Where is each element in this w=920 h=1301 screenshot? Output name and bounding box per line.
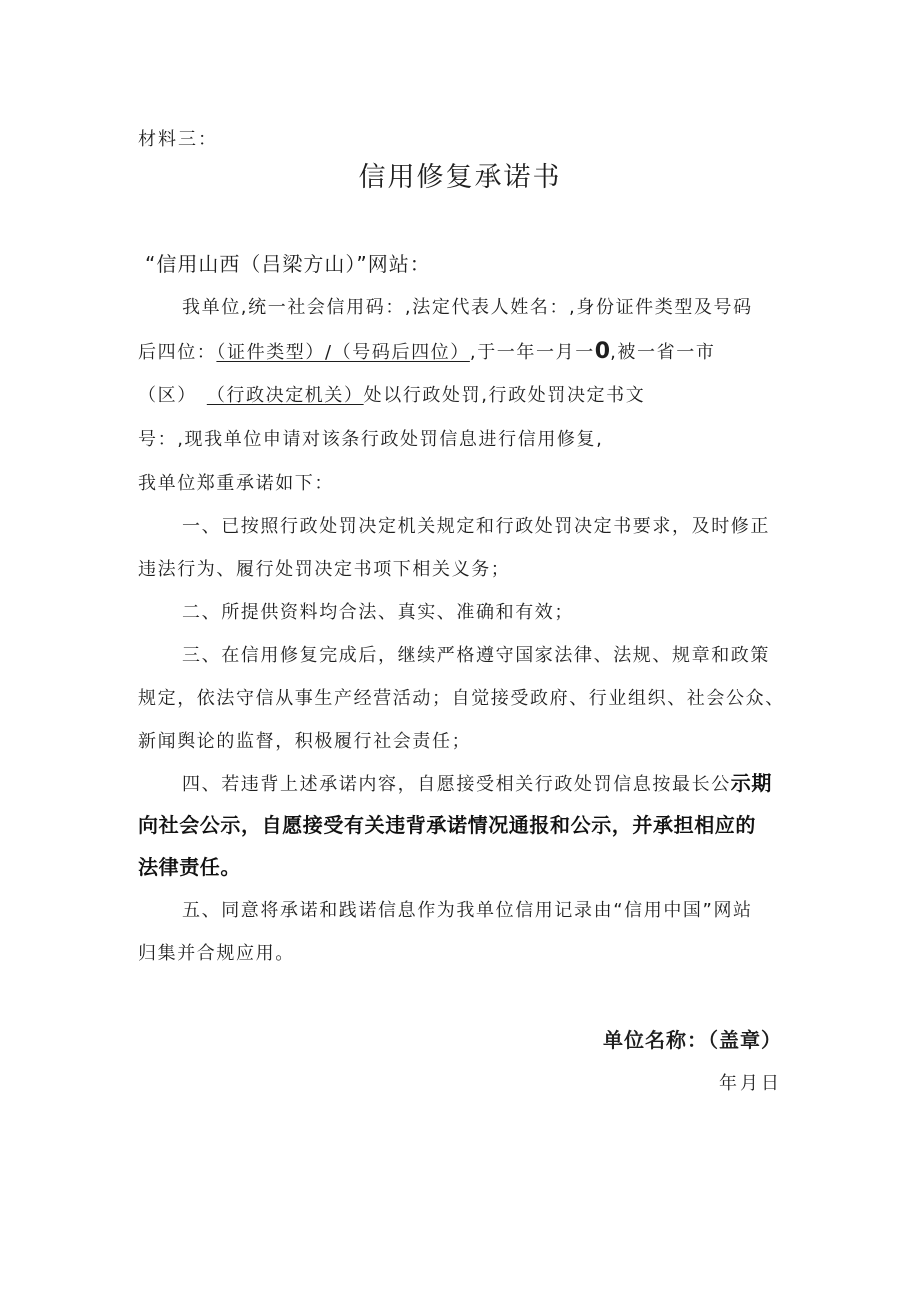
promise-item-3-line-1: 三、在信用修复完成后，继续严格遵守国家法律、法规、规章和政策 — [182, 645, 770, 666]
date-zero: 0 — [594, 339, 611, 364]
promise-item-1-line-1: 一、已按照行政处罚决定机关规定和行政处罚决定书要求，及时修正 — [182, 516, 770, 537]
district-label: （区） — [138, 385, 197, 406]
penalty-text: 处以行政处罚,行政处罚决定书文 — [363, 385, 646, 406]
id-type-blank: （证件类型）/（号码后四位） — [216, 342, 470, 363]
intro-line-4: 号：,现我单位申请对该条行政处罚信息进行信用修复, — [138, 429, 604, 450]
promise-item-5-line-1: 五、同意将承诺和践诺信息作为我单位信用记录由“信用中国”网站 — [182, 900, 753, 921]
addressee: “信用山西（吕梁方山）”网站： — [145, 252, 431, 276]
intro-line-2 — [138, 340, 715, 365]
authority-blank: （行政决定机关） — [206, 385, 364, 406]
promise-item-4-line-3: 法律责任。 — [138, 855, 241, 879]
signature-unit-name: 单位名称：（盖章） — [603, 1028, 782, 1052]
promise-item-4-line-1 — [182, 771, 772, 797]
promise-item-2-line-1: 二、所提供资料均合法、真实、准确和有效； — [182, 602, 574, 623]
promise-item-4-line-2: 向社会公示，自愿接受有关违背承诺情况通报和公示，并承担相应的 — [138, 813, 756, 837]
item-4-text: 四、若违背上述承诺内容，自愿接受相关行政处罚信息按最长公 — [182, 774, 731, 795]
id-label: 后四位： — [138, 342, 217, 363]
location-text: ,被一省一市 — [610, 342, 716, 363]
signature-date: 年月日 — [719, 1073, 782, 1094]
promise-item-3-line-3: 新闻舆论的监督，积极履行社会责任； — [138, 731, 472, 752]
document-title: 信用修复承诺书 — [358, 162, 562, 193]
promise-item-5-line-2: 归集并合规应用。 — [138, 943, 295, 964]
item-4-text-bold: 示期 — [730, 771, 772, 795]
material-label: 材料三： — [138, 129, 218, 150]
date-text: ,于一年一月一 — [469, 342, 595, 363]
promise-item-3-line-2: 规定，依法守信从事生产经营活动；自觉接受政府、行业组织、社会公众、 — [138, 688, 785, 709]
promise-item-1-line-2: 违法行为、履行处罚决定书项下相关义务； — [138, 559, 511, 580]
intro-line-5: 我单位郑重承诺如下： — [138, 473, 334, 494]
intro-line-1: 我单位,统一社会信用码：,法定代表人姓名：,身份证件类型及号码 — [182, 297, 753, 318]
intro-line-3 — [138, 384, 645, 408]
